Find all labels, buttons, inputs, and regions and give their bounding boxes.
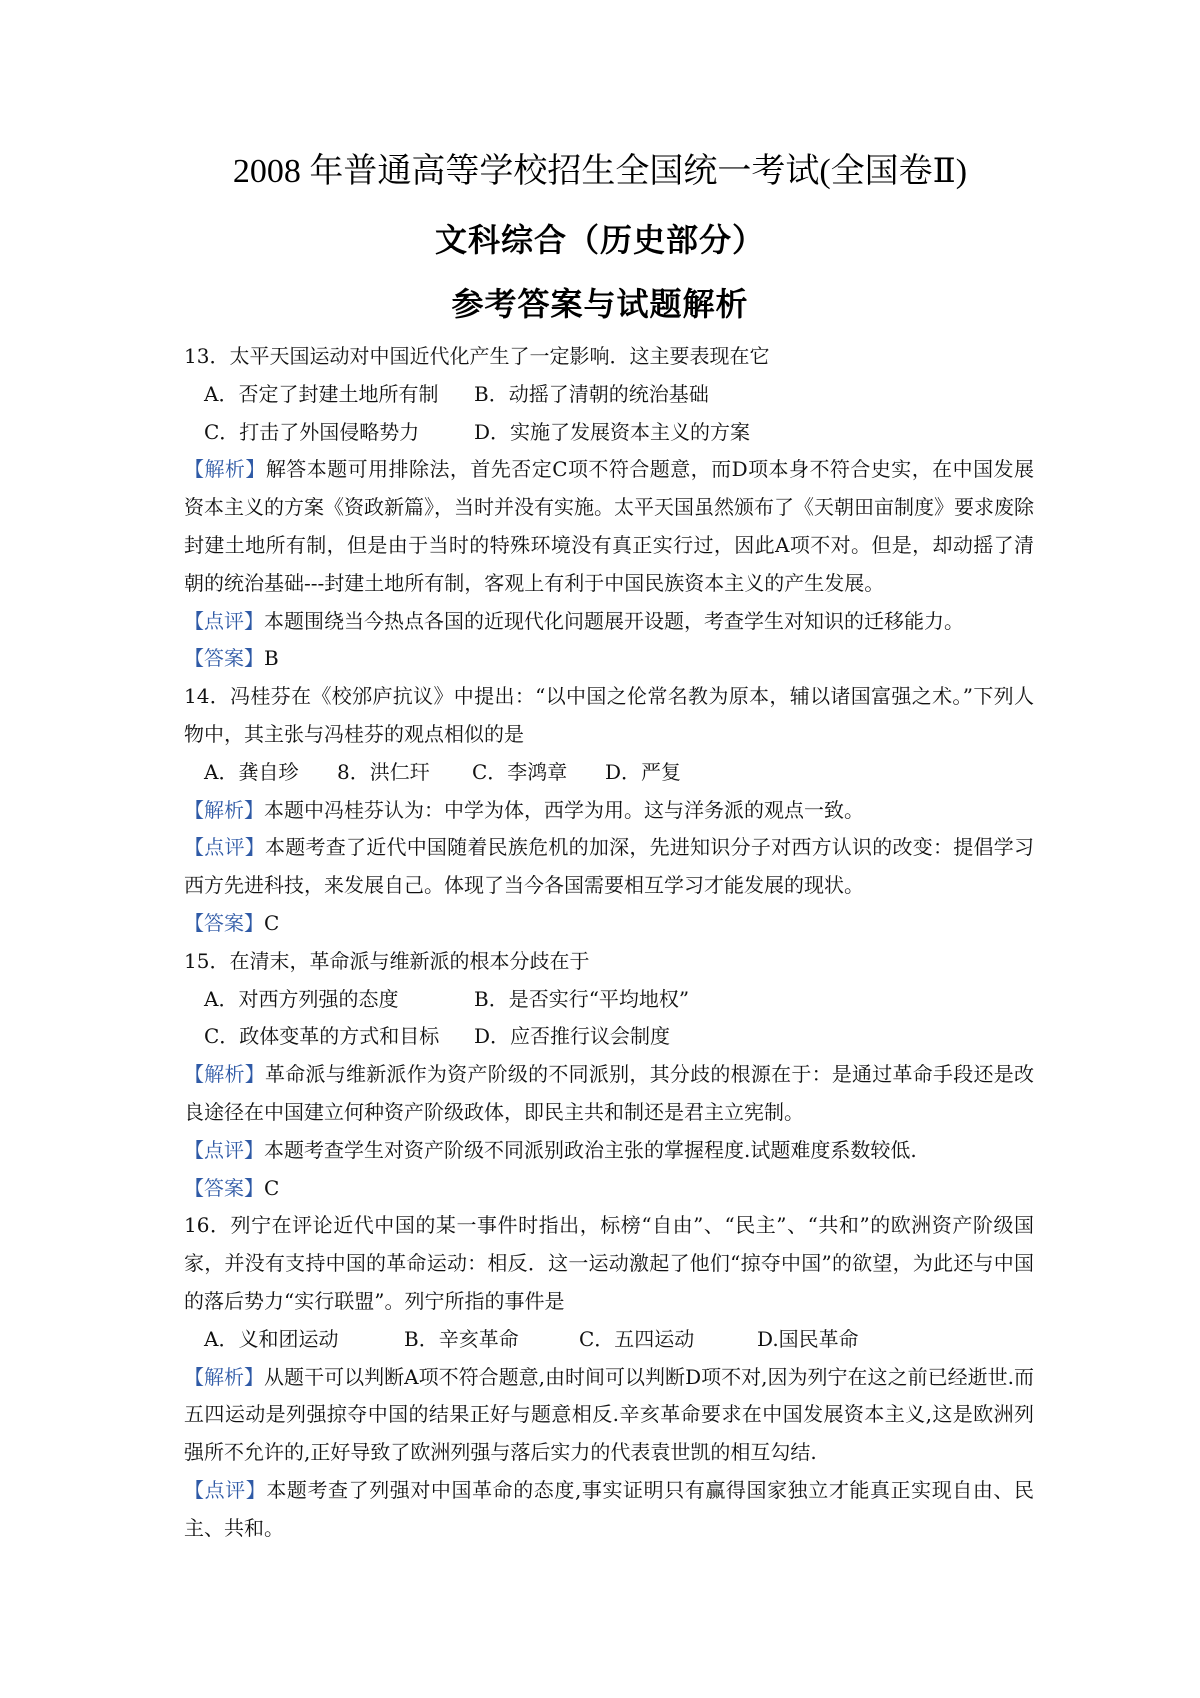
question-16-options [184,1321,1034,1359]
question-16-option-b: B．辛亥革命 [404,1326,519,1351]
question-15-comment-text: 本题考查学生对资产阶级不同派别政治主张的掌握程度.试题难度系数较低. [264,1137,917,1162]
comment-label: 【点评】 [184,1137,264,1162]
question-15-analysis-text: 革命派与维新派作为资产阶级的不同派别，其分歧的根源在于：是通过革命手段还是改良途径在中国建立何种资产阶级政体，即民主共和制还是君主立宪制。 [184,1062,1035,1124]
question-13-option-c: C．打击了外国侵略势力 [204,419,420,444]
question-14-comment-text: 本题考查了近代中国随着民族危机的加深，先进知识分子对西方认识的改变：提倡学习西方先进科技，来发展自己。体现了当今各国需要相互学习才能发展的现状。 [184,835,1035,898]
answer-label: 【答案】 [184,1175,264,1200]
question-14-options [184,754,1034,792]
question-14-comment [184,829,1034,905]
question-14-stem: 14．冯桂芬在《校邠庐抗议》中提出：“以中国之伦常名教为原本，辅以诸国富强之术。”下列人物中，其主张与冯桂芬的观点相似的是 [184,684,1034,746]
question-16-stem: 16．列宁在评论近代中国的某一事件时指出，标榜“自由”、“民主”、“共和”的欧洲资产阶级国家，并没有支持中国的革命运动：相反．这一运动激起了他们“掠夺中国”的欲望，为此还与中国的落后势力“实行联盟”。列宁所指的事件是 [184,1213,1034,1313]
analysis-label: 【解析】 [184,457,266,482]
question-14-answer-value: C [264,910,280,935]
question-15-stem: 15．在清末，革命派与维新派的根本分歧在于 [184,948,590,973]
question-13-analysis [184,451,1034,602]
question-14-option-d: D．严复 [605,759,682,784]
question-15-options-row-1 [184,981,1034,1019]
question-16-option-c: C．五四运动 [579,1326,695,1351]
document-subtitle: 文科综合（历史部分） [434,221,765,259]
answer-label: 【答案】 [184,646,264,671]
question-15-comment [184,1132,1034,1170]
document-section-title: 参考答案与试题解析 [451,285,749,323]
question-14-option-b: 8．洪仁玕 [337,759,430,784]
question-13-analysis-text: 解答本题可用排除法，首先否定C项不符合题意，而D项本身不符合史实，在中国发展资本主义的方案《资政新篇》，当时并没有实施。太平天国虽然颁布了《天朝田亩制度》要求废除封建土地所有制，但是由于当时的特殊环境没有真正实行过，因此A项不对。但是，却动摇了清朝的统治基础---封建土地所有制，客观上有利于中国民族资本主义的产生发展。 [184,457,1035,595]
answer-label: 【答案】 [184,910,264,935]
question-15-option-c: C．政体变革的方式和目标 [204,1024,440,1049]
question-14-analysis-text: 本题中冯桂芬认为：中学为体，西学为用。这与洋务派的观点一致。 [264,797,864,822]
question-13-option-d: D．实施了发展资本主义的方案 [474,419,751,444]
question-14-option-a: A．龚自珍 [204,759,299,784]
question-15-option-a: A．对西方列强的态度 [204,986,399,1011]
question-16-option-a: A．义和团运动 [204,1326,339,1351]
question-13-comment [184,603,1034,641]
question-16-analysis [184,1359,1034,1472]
question-13-stem: 13．太平天国运动对中国近代化产生了一定影响．这主要表现在它 [184,344,770,368]
comment-label: 【点评】 [184,1477,267,1502]
question-13-option-b: B．动摇了清朝的统治基础 [474,381,709,406]
question-13-options-row-2 [184,414,1034,452]
question-16-comment-text: 本题考查了列强对中国革命的态度,事实证明只有赢得国家独立才能真正实现自由、民主、共和。 [184,1477,1035,1540]
question-15-options-row-2 [184,1018,1034,1056]
question-15-answer [184,1170,1034,1208]
analysis-label: 【解析】 [184,797,264,822]
analysis-label: 【解析】 [184,1364,265,1389]
question-15-option-b: B．是否实行“平均地权” [474,986,690,1011]
comment-label: 【点评】 [184,608,264,633]
question-16-comment [184,1472,1034,1548]
question-15-answer-value: C [264,1175,280,1200]
question-16-analysis-text: 从题干可以判断A项不符合题意,由时间可以判断D项不对,因为列宁在这之前已经逝世.而五四运动是列强掠夺中国的结果正好与题意相反.辛亥革命要求在中国发展资本主义,这是欧洲列强所不允许的,正好导致了欧洲列强与落后实力的代表袁世凯的相互勾结. [184,1364,1034,1465]
question-13-answer-value: B [264,646,279,671]
question-16-option-d: D.国民革命 [757,1326,859,1351]
question-14-option-c: C．李鸿章 [472,759,568,784]
question-15-analysis [184,1056,1034,1132]
comment-label: 【点评】 [184,835,265,860]
question-13-options-row-1 [184,376,1034,414]
document-body [184,338,1034,1548]
analysis-label: 【解析】 [184,1062,265,1087]
question-15-option-d: D．应否推行议会制度 [474,1024,671,1049]
question-13-comment-text: 本题围绕当今热点各国的近现代化问题展开设题，考查学生对知识的迁移能力。 [264,608,964,633]
question-13-answer [184,640,1034,678]
document-title: 2008 年普通高等学校招生全国统一考试(全国卷Ⅱ) [232,153,968,190]
question-14-analysis [184,792,1034,830]
question-13-option-a: A．否定了封建土地所有制 [204,381,439,406]
question-14-answer [184,905,1034,943]
